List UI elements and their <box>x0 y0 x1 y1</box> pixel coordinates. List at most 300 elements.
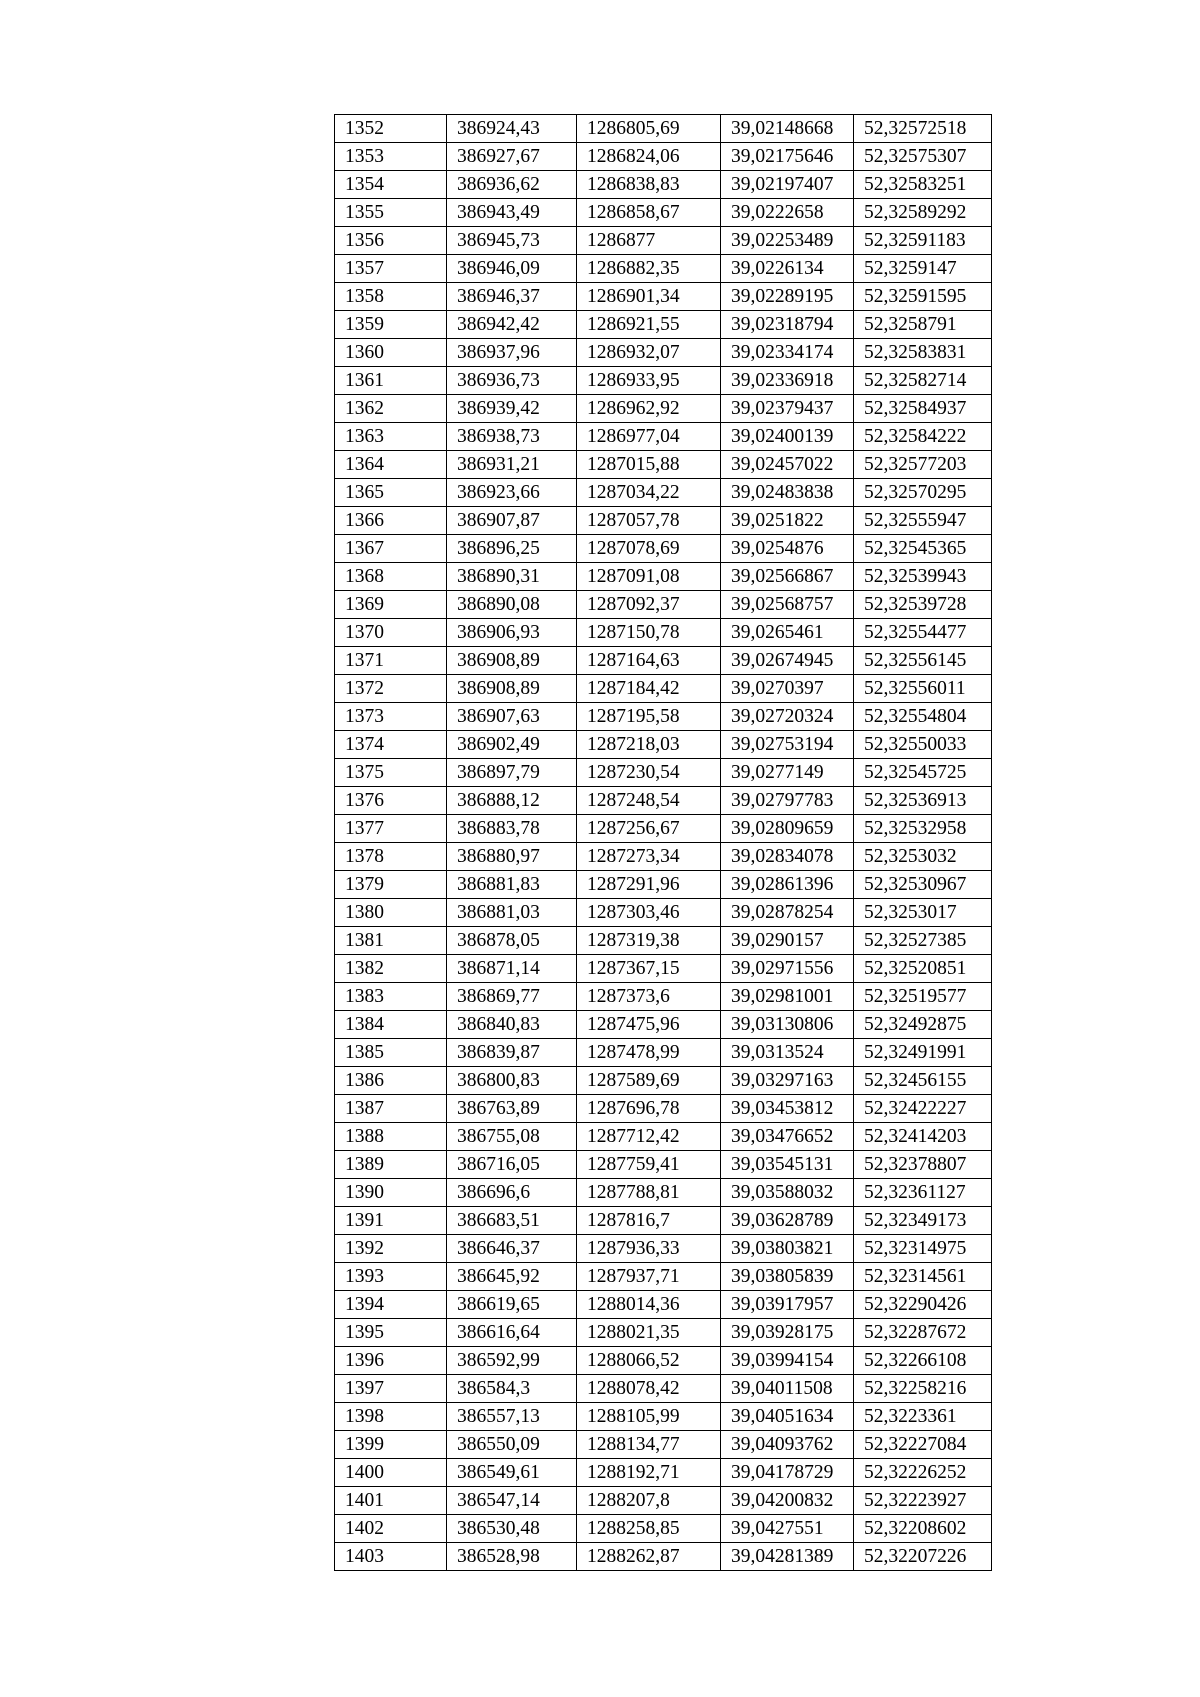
y-coordinate-cell: 1287195,58 <box>577 703 721 731</box>
table-row <box>335 479 992 507</box>
longitude-cell: 39,02483838 <box>721 479 854 507</box>
x-coordinate-cell: 386890,08 <box>447 591 577 619</box>
y-coordinate-cell: 1286921,55 <box>577 311 721 339</box>
x-coordinate-cell: 386896,25 <box>447 535 577 563</box>
y-coordinate-cell: 1288207,8 <box>577 1487 721 1515</box>
table-row <box>335 367 992 395</box>
latitude-cell: 52,32556145 <box>854 647 992 675</box>
point-number-cell: 1379 <box>335 871 447 899</box>
x-coordinate-cell: 386883,78 <box>447 815 577 843</box>
longitude-cell: 39,02720324 <box>721 703 854 731</box>
y-coordinate-cell: 1288021,35 <box>577 1319 721 1347</box>
latitude-cell: 52,32208602 <box>854 1515 992 1543</box>
table-row <box>335 395 992 423</box>
table-row <box>335 815 992 843</box>
longitude-cell: 39,04011508 <box>721 1375 854 1403</box>
x-coordinate-cell: 386763,89 <box>447 1095 577 1123</box>
x-coordinate-cell: 386946,37 <box>447 283 577 311</box>
longitude-cell: 39,02809659 <box>721 815 854 843</box>
point-number-cell: 1355 <box>335 199 447 227</box>
latitude-cell: 52,32582714 <box>854 367 992 395</box>
x-coordinate-cell: 386881,03 <box>447 899 577 927</box>
y-coordinate-cell: 1288262,87 <box>577 1543 721 1571</box>
table-row <box>335 423 992 451</box>
longitude-cell: 39,03628789 <box>721 1207 854 1235</box>
x-coordinate-cell: 386547,14 <box>447 1487 577 1515</box>
latitude-cell: 52,32584937 <box>854 395 992 423</box>
y-coordinate-cell: 1287218,03 <box>577 731 721 759</box>
table-row <box>335 1431 992 1459</box>
latitude-cell: 52,32456155 <box>854 1067 992 1095</box>
table-row <box>335 1011 992 1039</box>
y-coordinate-cell: 1286824,06 <box>577 143 721 171</box>
y-coordinate-cell: 1287078,69 <box>577 535 721 563</box>
latitude-cell: 52,32227084 <box>854 1431 992 1459</box>
latitude-cell: 52,32527385 <box>854 927 992 955</box>
table-row <box>335 1095 992 1123</box>
longitude-cell: 39,03476652 <box>721 1123 854 1151</box>
table-row <box>335 563 992 591</box>
table-row <box>335 1487 992 1515</box>
latitude-cell: 52,32226252 <box>854 1459 992 1487</box>
table-row <box>335 227 992 255</box>
table-row <box>335 703 992 731</box>
x-coordinate-cell: 386592,99 <box>447 1347 577 1375</box>
x-coordinate-cell: 386908,89 <box>447 647 577 675</box>
table-row <box>335 591 992 619</box>
y-coordinate-cell: 1287015,88 <box>577 451 721 479</box>
latitude-cell: 52,32539728 <box>854 591 992 619</box>
point-number-cell: 1362 <box>335 395 447 423</box>
y-coordinate-cell: 1287589,69 <box>577 1067 721 1095</box>
x-coordinate-cell: 386557,13 <box>447 1403 577 1431</box>
latitude-cell: 52,32554804 <box>854 703 992 731</box>
longitude-cell: 39,0265461 <box>721 619 854 647</box>
y-coordinate-cell: 1287759,41 <box>577 1151 721 1179</box>
longitude-cell: 39,02197407 <box>721 171 854 199</box>
point-number-cell: 1383 <box>335 983 447 1011</box>
y-coordinate-cell: 1288066,52 <box>577 1347 721 1375</box>
table-row <box>335 1515 992 1543</box>
longitude-cell: 39,03803821 <box>721 1235 854 1263</box>
x-coordinate-cell: 386906,93 <box>447 619 577 647</box>
longitude-cell: 39,0277149 <box>721 759 854 787</box>
latitude-cell: 52,32539943 <box>854 563 992 591</box>
table-row <box>335 619 992 647</box>
latitude-cell: 52,32287672 <box>854 1319 992 1347</box>
table-row <box>335 675 992 703</box>
y-coordinate-cell: 1287788,81 <box>577 1179 721 1207</box>
longitude-cell: 39,03994154 <box>721 1347 854 1375</box>
point-number-cell: 1386 <box>335 1067 447 1095</box>
table-row <box>335 899 992 927</box>
table-row <box>335 451 992 479</box>
point-number-cell: 1397 <box>335 1375 447 1403</box>
x-coordinate-cell: 386937,96 <box>447 339 577 367</box>
y-coordinate-cell: 1287303,46 <box>577 899 721 927</box>
latitude-cell: 52,32266108 <box>854 1347 992 1375</box>
point-number-cell: 1361 <box>335 367 447 395</box>
point-number-cell: 1402 <box>335 1515 447 1543</box>
latitude-cell: 52,32550033 <box>854 731 992 759</box>
latitude-cell: 52,32555947 <box>854 507 992 535</box>
latitude-cell: 52,32223927 <box>854 1487 992 1515</box>
x-coordinate-cell: 386907,63 <box>447 703 577 731</box>
x-coordinate-cell: 386683,51 <box>447 1207 577 1235</box>
latitude-cell: 52,32570295 <box>854 479 992 507</box>
x-coordinate-cell: 386938,73 <box>447 423 577 451</box>
table-row <box>335 1319 992 1347</box>
table-row <box>335 955 992 983</box>
point-number-cell: 1371 <box>335 647 447 675</box>
point-number-cell: 1401 <box>335 1487 447 1515</box>
y-coordinate-cell: 1287696,78 <box>577 1095 721 1123</box>
point-number-cell: 1382 <box>335 955 447 983</box>
x-coordinate-cell: 386936,62 <box>447 171 577 199</box>
point-number-cell: 1360 <box>335 339 447 367</box>
latitude-cell: 52,32584222 <box>854 423 992 451</box>
longitude-cell: 39,03928175 <box>721 1319 854 1347</box>
point-number-cell: 1388 <box>335 1123 447 1151</box>
table-row <box>335 283 992 311</box>
point-number-cell: 1395 <box>335 1319 447 1347</box>
longitude-cell: 39,03545131 <box>721 1151 854 1179</box>
latitude-cell: 52,32378807 <box>854 1151 992 1179</box>
point-number-cell: 1370 <box>335 619 447 647</box>
longitude-cell: 39,0290157 <box>721 927 854 955</box>
y-coordinate-cell: 1287164,63 <box>577 647 721 675</box>
table-row <box>335 1179 992 1207</box>
point-number-cell: 1367 <box>335 535 447 563</box>
point-number-cell: 1354 <box>335 171 447 199</box>
latitude-cell: 52,3259147 <box>854 255 992 283</box>
point-number-cell: 1356 <box>335 227 447 255</box>
y-coordinate-cell: 1286932,07 <box>577 339 721 367</box>
latitude-cell: 52,32290426 <box>854 1291 992 1319</box>
x-coordinate-cell: 386907,87 <box>447 507 577 535</box>
x-coordinate-cell: 386924,43 <box>447 115 577 143</box>
longitude-cell: 39,02878254 <box>721 899 854 927</box>
point-number-cell: 1353 <box>335 143 447 171</box>
point-number-cell: 1389 <box>335 1151 447 1179</box>
y-coordinate-cell: 1287256,67 <box>577 815 721 843</box>
latitude-cell: 52,32583831 <box>854 339 992 367</box>
longitude-cell: 39,0254876 <box>721 535 854 563</box>
x-coordinate-cell: 386942,42 <box>447 311 577 339</box>
latitude-cell: 52,32554477 <box>854 619 992 647</box>
longitude-cell: 39,03297163 <box>721 1067 854 1095</box>
x-coordinate-cell: 386888,12 <box>447 787 577 815</box>
longitude-cell: 39,02981001 <box>721 983 854 1011</box>
point-number-cell: 1377 <box>335 815 447 843</box>
latitude-cell: 52,32556011 <box>854 675 992 703</box>
point-number-cell: 1390 <box>335 1179 447 1207</box>
table-row <box>335 199 992 227</box>
latitude-cell: 52,32583251 <box>854 171 992 199</box>
latitude-cell: 52,32349173 <box>854 1207 992 1235</box>
longitude-cell: 39,02797783 <box>721 787 854 815</box>
table-row <box>335 871 992 899</box>
point-number-cell: 1400 <box>335 1459 447 1487</box>
latitude-cell: 52,32519577 <box>854 983 992 1011</box>
point-number-cell: 1393 <box>335 1263 447 1291</box>
table-row <box>335 535 992 563</box>
table-row <box>335 507 992 535</box>
x-coordinate-cell: 386530,48 <box>447 1515 577 1543</box>
longitude-cell: 39,02289195 <box>721 283 854 311</box>
longitude-cell: 39,02148668 <box>721 115 854 143</box>
latitude-cell: 52,32589292 <box>854 199 992 227</box>
y-coordinate-cell: 1288014,36 <box>577 1291 721 1319</box>
x-coordinate-cell: 386923,66 <box>447 479 577 507</box>
y-coordinate-cell: 1286838,83 <box>577 171 721 199</box>
longitude-cell: 39,02379437 <box>721 395 854 423</box>
longitude-cell: 39,04093762 <box>721 1431 854 1459</box>
latitude-cell: 52,32520851 <box>854 955 992 983</box>
longitude-cell: 39,02457022 <box>721 451 854 479</box>
longitude-cell: 39,02674945 <box>721 647 854 675</box>
point-number-cell: 1359 <box>335 311 447 339</box>
point-number-cell: 1372 <box>335 675 447 703</box>
y-coordinate-cell: 1287373,6 <box>577 983 721 1011</box>
table-row <box>335 1347 992 1375</box>
x-coordinate-cell: 386549,61 <box>447 1459 577 1487</box>
latitude-cell: 52,3253032 <box>854 843 992 871</box>
latitude-cell: 52,32491991 <box>854 1039 992 1067</box>
longitude-cell: 39,0226134 <box>721 255 854 283</box>
y-coordinate-cell: 1287936,33 <box>577 1235 721 1263</box>
latitude-cell: 52,32314561 <box>854 1263 992 1291</box>
table-row <box>335 927 992 955</box>
latitude-cell: 52,32492875 <box>854 1011 992 1039</box>
x-coordinate-cell: 386939,42 <box>447 395 577 423</box>
x-coordinate-cell: 386890,31 <box>447 563 577 591</box>
table-row <box>335 255 992 283</box>
y-coordinate-cell: 1287150,78 <box>577 619 721 647</box>
x-coordinate-cell: 386800,83 <box>447 1067 577 1095</box>
longitude-cell: 39,02175646 <box>721 143 854 171</box>
y-coordinate-cell: 1287367,15 <box>577 955 721 983</box>
latitude-cell: 52,32422227 <box>854 1095 992 1123</box>
table-row <box>335 787 992 815</box>
y-coordinate-cell: 1287712,42 <box>577 1123 721 1151</box>
longitude-cell: 39,03453812 <box>721 1095 854 1123</box>
table-row <box>335 1207 992 1235</box>
y-coordinate-cell: 1287230,54 <box>577 759 721 787</box>
table-row <box>335 1039 992 1067</box>
latitude-cell: 52,32545365 <box>854 535 992 563</box>
table-row <box>335 1263 992 1291</box>
longitude-cell: 39,03588032 <box>721 1179 854 1207</box>
latitude-cell: 52,32545725 <box>854 759 992 787</box>
longitude-cell: 39,0222658 <box>721 199 854 227</box>
point-number-cell: 1369 <box>335 591 447 619</box>
table-row <box>335 115 992 143</box>
coordinates-table-body <box>335 115 992 1571</box>
x-coordinate-cell: 386869,77 <box>447 983 577 1011</box>
latitude-cell: 52,32414203 <box>854 1123 992 1151</box>
point-number-cell: 1385 <box>335 1039 447 1067</box>
y-coordinate-cell: 1286882,35 <box>577 255 721 283</box>
y-coordinate-cell: 1286877 <box>577 227 721 255</box>
point-number-cell: 1364 <box>335 451 447 479</box>
point-number-cell: 1391 <box>335 1207 447 1235</box>
y-coordinate-cell: 1286977,04 <box>577 423 721 451</box>
y-coordinate-cell: 1288078,42 <box>577 1375 721 1403</box>
point-number-cell: 1357 <box>335 255 447 283</box>
y-coordinate-cell: 1287092,37 <box>577 591 721 619</box>
y-coordinate-cell: 1286933,95 <box>577 367 721 395</box>
y-coordinate-cell: 1287248,54 <box>577 787 721 815</box>
longitude-cell: 39,04200832 <box>721 1487 854 1515</box>
point-number-cell: 1384 <box>335 1011 447 1039</box>
x-coordinate-cell: 386927,67 <box>447 143 577 171</box>
table-row <box>335 1151 992 1179</box>
table-row <box>335 731 992 759</box>
table-row <box>335 1291 992 1319</box>
point-number-cell: 1363 <box>335 423 447 451</box>
point-number-cell: 1392 <box>335 1235 447 1263</box>
x-coordinate-cell: 386871,14 <box>447 955 577 983</box>
point-number-cell: 1374 <box>335 731 447 759</box>
y-coordinate-cell: 1288258,85 <box>577 1515 721 1543</box>
y-coordinate-cell: 1287937,71 <box>577 1263 721 1291</box>
latitude-cell: 52,3258791 <box>854 311 992 339</box>
table-row <box>335 843 992 871</box>
latitude-cell: 52,32207226 <box>854 1543 992 1571</box>
x-coordinate-cell: 386755,08 <box>447 1123 577 1151</box>
y-coordinate-cell: 1287034,22 <box>577 479 721 507</box>
x-coordinate-cell: 386908,89 <box>447 675 577 703</box>
longitude-cell: 39,02318794 <box>721 311 854 339</box>
point-number-cell: 1387 <box>335 1095 447 1123</box>
table-row <box>335 1459 992 1487</box>
latitude-cell: 52,32314975 <box>854 1235 992 1263</box>
y-coordinate-cell: 1287291,96 <box>577 871 721 899</box>
table-row <box>335 1235 992 1263</box>
longitude-cell: 39,0427551 <box>721 1515 854 1543</box>
coordinates-table <box>334 114 992 1571</box>
point-number-cell: 1394 <box>335 1291 447 1319</box>
longitude-cell: 39,02834078 <box>721 843 854 871</box>
x-coordinate-cell: 386616,64 <box>447 1319 577 1347</box>
y-coordinate-cell: 1286858,67 <box>577 199 721 227</box>
table-row <box>335 311 992 339</box>
y-coordinate-cell: 1287184,42 <box>577 675 721 703</box>
y-coordinate-cell: 1287478,99 <box>577 1039 721 1067</box>
x-coordinate-cell: 386584,3 <box>447 1375 577 1403</box>
point-number-cell: 1358 <box>335 283 447 311</box>
latitude-cell: 52,32258216 <box>854 1375 992 1403</box>
table-row <box>335 1403 992 1431</box>
table-row <box>335 647 992 675</box>
latitude-cell: 52,32591183 <box>854 227 992 255</box>
point-number-cell: 1365 <box>335 479 447 507</box>
y-coordinate-cell: 1286805,69 <box>577 115 721 143</box>
latitude-cell: 52,3223361 <box>854 1403 992 1431</box>
y-coordinate-cell: 1286901,34 <box>577 283 721 311</box>
latitude-cell: 52,3253017 <box>854 899 992 927</box>
table-row <box>335 1375 992 1403</box>
x-coordinate-cell: 386946,09 <box>447 255 577 283</box>
x-coordinate-cell: 386840,83 <box>447 1011 577 1039</box>
point-number-cell: 1403 <box>335 1543 447 1571</box>
point-number-cell: 1399 <box>335 1431 447 1459</box>
x-coordinate-cell: 386880,97 <box>447 843 577 871</box>
longitude-cell: 39,02336918 <box>721 367 854 395</box>
table-row <box>335 1123 992 1151</box>
x-coordinate-cell: 386619,65 <box>447 1291 577 1319</box>
y-coordinate-cell: 1288105,99 <box>577 1403 721 1431</box>
point-number-cell: 1368 <box>335 563 447 591</box>
x-coordinate-cell: 386696,6 <box>447 1179 577 1207</box>
longitude-cell: 39,02400139 <box>721 423 854 451</box>
point-number-cell: 1378 <box>335 843 447 871</box>
y-coordinate-cell: 1287816,7 <box>577 1207 721 1235</box>
longitude-cell: 39,02753194 <box>721 731 854 759</box>
x-coordinate-cell: 386931,21 <box>447 451 577 479</box>
x-coordinate-cell: 386881,83 <box>447 871 577 899</box>
table-row <box>335 1067 992 1095</box>
latitude-cell: 52,32575307 <box>854 143 992 171</box>
latitude-cell: 52,32591595 <box>854 283 992 311</box>
y-coordinate-cell: 1287057,78 <box>577 507 721 535</box>
x-coordinate-cell: 386943,49 <box>447 199 577 227</box>
x-coordinate-cell: 386716,05 <box>447 1151 577 1179</box>
point-number-cell: 1352 <box>335 115 447 143</box>
longitude-cell: 39,02253489 <box>721 227 854 255</box>
latitude-cell: 52,32572518 <box>854 115 992 143</box>
table-row <box>335 1543 992 1571</box>
table-row <box>335 143 992 171</box>
longitude-cell: 39,02568757 <box>721 591 854 619</box>
longitude-cell: 39,02334174 <box>721 339 854 367</box>
point-number-cell: 1381 <box>335 927 447 955</box>
y-coordinate-cell: 1287091,08 <box>577 563 721 591</box>
y-coordinate-cell: 1288192,71 <box>577 1459 721 1487</box>
table-row <box>335 339 992 367</box>
longitude-cell: 39,0251822 <box>721 507 854 535</box>
longitude-cell: 39,0313524 <box>721 1039 854 1067</box>
longitude-cell: 39,03805839 <box>721 1263 854 1291</box>
y-coordinate-cell: 1287319,38 <box>577 927 721 955</box>
latitude-cell: 52,32530967 <box>854 871 992 899</box>
point-number-cell: 1373 <box>335 703 447 731</box>
latitude-cell: 52,32577203 <box>854 451 992 479</box>
x-coordinate-cell: 386936,73 <box>447 367 577 395</box>
point-number-cell: 1380 <box>335 899 447 927</box>
point-number-cell: 1398 <box>335 1403 447 1431</box>
point-number-cell: 1366 <box>335 507 447 535</box>
x-coordinate-cell: 386528,98 <box>447 1543 577 1571</box>
x-coordinate-cell: 386945,73 <box>447 227 577 255</box>
longitude-cell: 39,03917957 <box>721 1291 854 1319</box>
point-number-cell: 1396 <box>335 1347 447 1375</box>
x-coordinate-cell: 386902,49 <box>447 731 577 759</box>
y-coordinate-cell: 1287475,96 <box>577 1011 721 1039</box>
table-row <box>335 759 992 787</box>
longitude-cell: 39,02861396 <box>721 871 854 899</box>
latitude-cell: 52,32361127 <box>854 1179 992 1207</box>
longitude-cell: 39,03130806 <box>721 1011 854 1039</box>
x-coordinate-cell: 386645,92 <box>447 1263 577 1291</box>
point-number-cell: 1375 <box>335 759 447 787</box>
longitude-cell: 39,02566867 <box>721 563 854 591</box>
longitude-cell: 39,04281389 <box>721 1543 854 1571</box>
y-coordinate-cell: 1287273,34 <box>577 843 721 871</box>
x-coordinate-cell: 386878,05 <box>447 927 577 955</box>
longitude-cell: 39,04051634 <box>721 1403 854 1431</box>
